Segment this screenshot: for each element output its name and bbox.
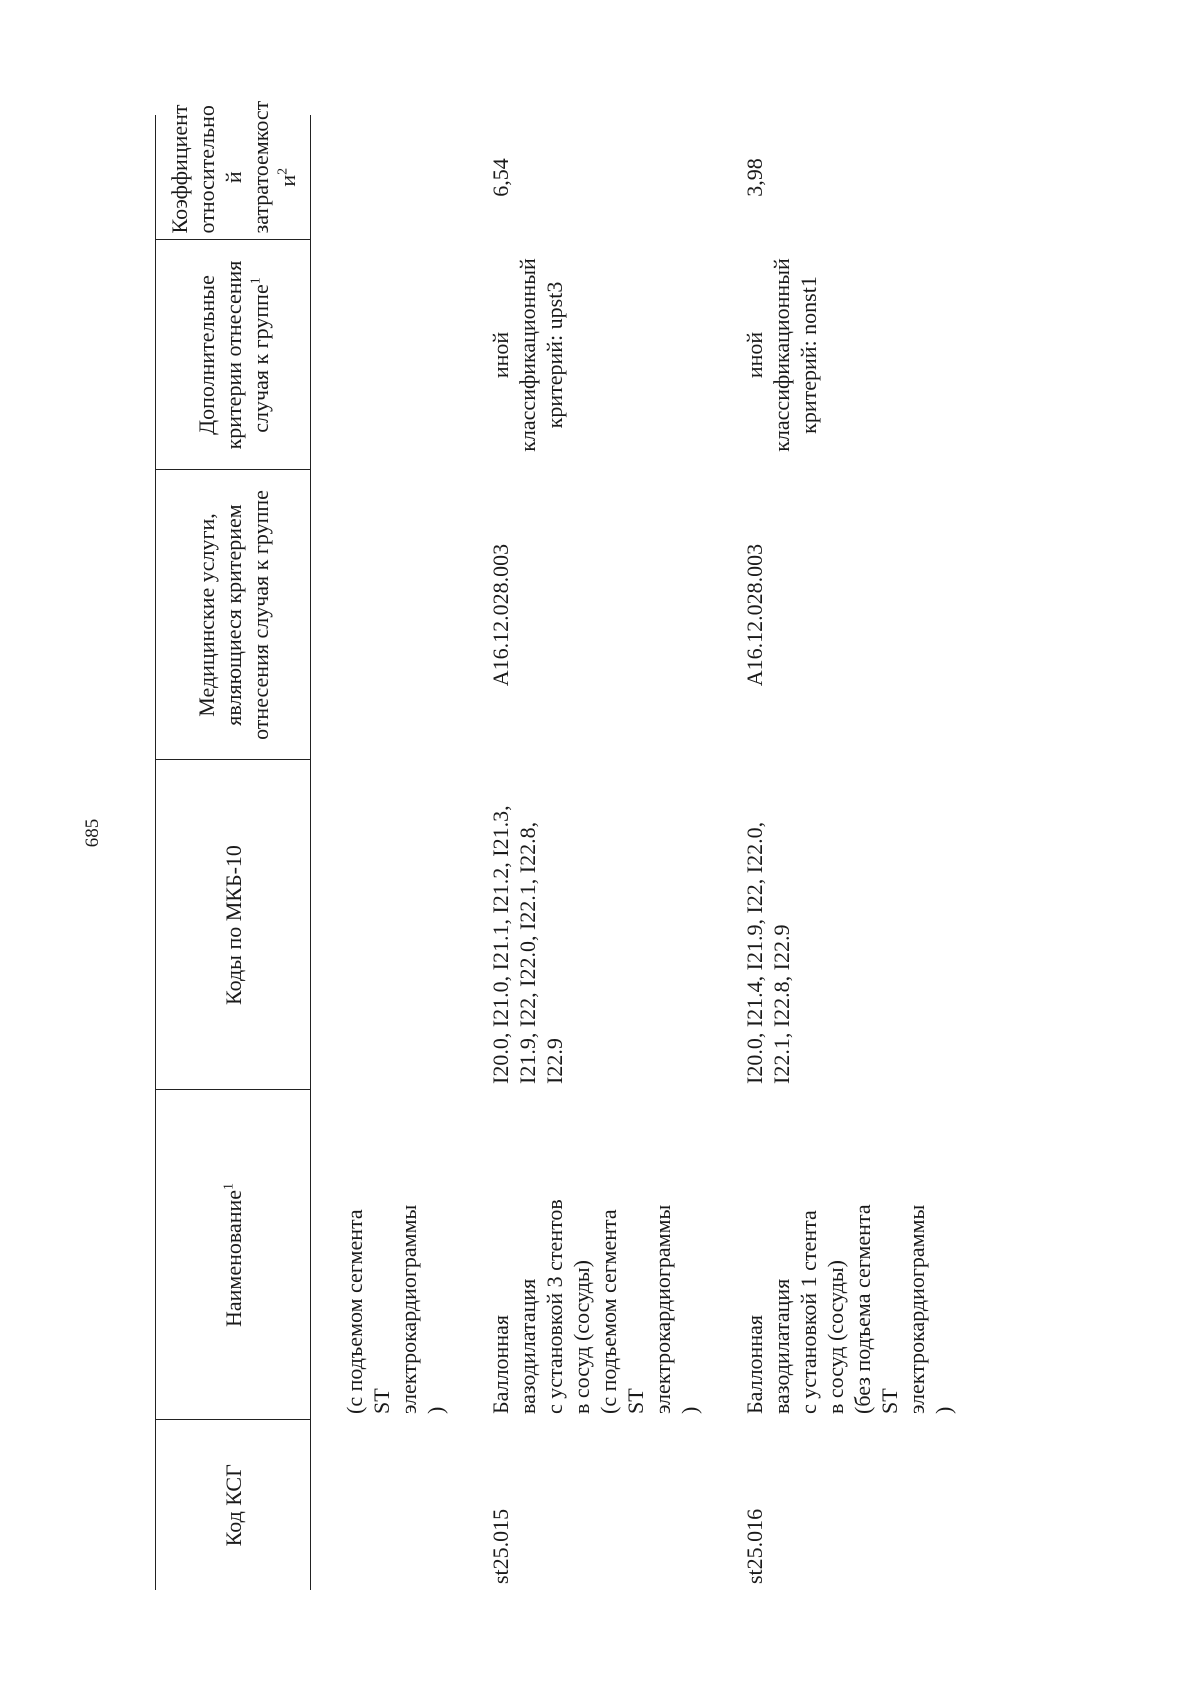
- page-number: 685: [82, 818, 103, 848]
- table-row-continuation: [311, 115, 470, 1590]
- rotated-table-page: [155, 100, 1080, 1590]
- header-services: Медицинские услуги, являющиеся критерием отнесения случая к группе: [156, 470, 311, 760]
- cell-service: A16.12.028.003: [488, 543, 513, 687]
- ksg-table: [155, 100, 977, 1590]
- table-header-row: [156, 115, 311, 1590]
- cell-coefficient: 6,54: [488, 158, 513, 197]
- cell-name: Баллонная вазодилатация с установкой 3 стентов в сосуд (сосуды) (с подъемом сегмента ST электрокардиограммы ): [488, 1199, 702, 1414]
- cell-mkb-codes: I20.0, I21.4, I21.9, I22, I22.0, I22.1, I22.8, I22.9: [742, 821, 794, 1084]
- header-coefficient: Коэффициент относительно й затратоемкост $и^2$: [156, 115, 311, 240]
- cell-service: A16.12.028.003: [742, 543, 767, 687]
- header-name: Наименование$^1$: [156, 1090, 311, 1420]
- cell-name: (с подъемом сегмента ST электрокардиограммы ): [342, 1204, 448, 1414]
- cell-criteria: иной классификационный критерий: upst3: [488, 258, 567, 452]
- header-mkb: Коды по МКБ-10: [156, 760, 311, 1090]
- header-code: Код КСГ: [156, 1420, 311, 1590]
- table-row: [723, 115, 977, 1590]
- cell-name: Баллонная вазодилатация с установкой 1 стента в сосуд (сосуды) (без подъема сегмента ST электрокардиограммы ): [742, 1204, 956, 1414]
- cell-coefficient: 3,98: [742, 158, 767, 197]
- table-row: [469, 115, 723, 1590]
- cell-code: [311, 1420, 470, 1590]
- header-criteria: Дополнительные критерии отнесения случая к группе$^1$: [156, 240, 311, 470]
- cell-code: st25.016: [742, 1508, 767, 1584]
- cell-code: st25.015: [488, 1508, 513, 1584]
- cell-criteria: иной классификационный критерий: nonst1: [742, 258, 821, 452]
- cell-mkb-codes: I20.0, I21.0, I21.1, I21.2, I21.3, I21.9, I22, I22.0, I22.1, I22.8, I22.9: [488, 805, 567, 1084]
